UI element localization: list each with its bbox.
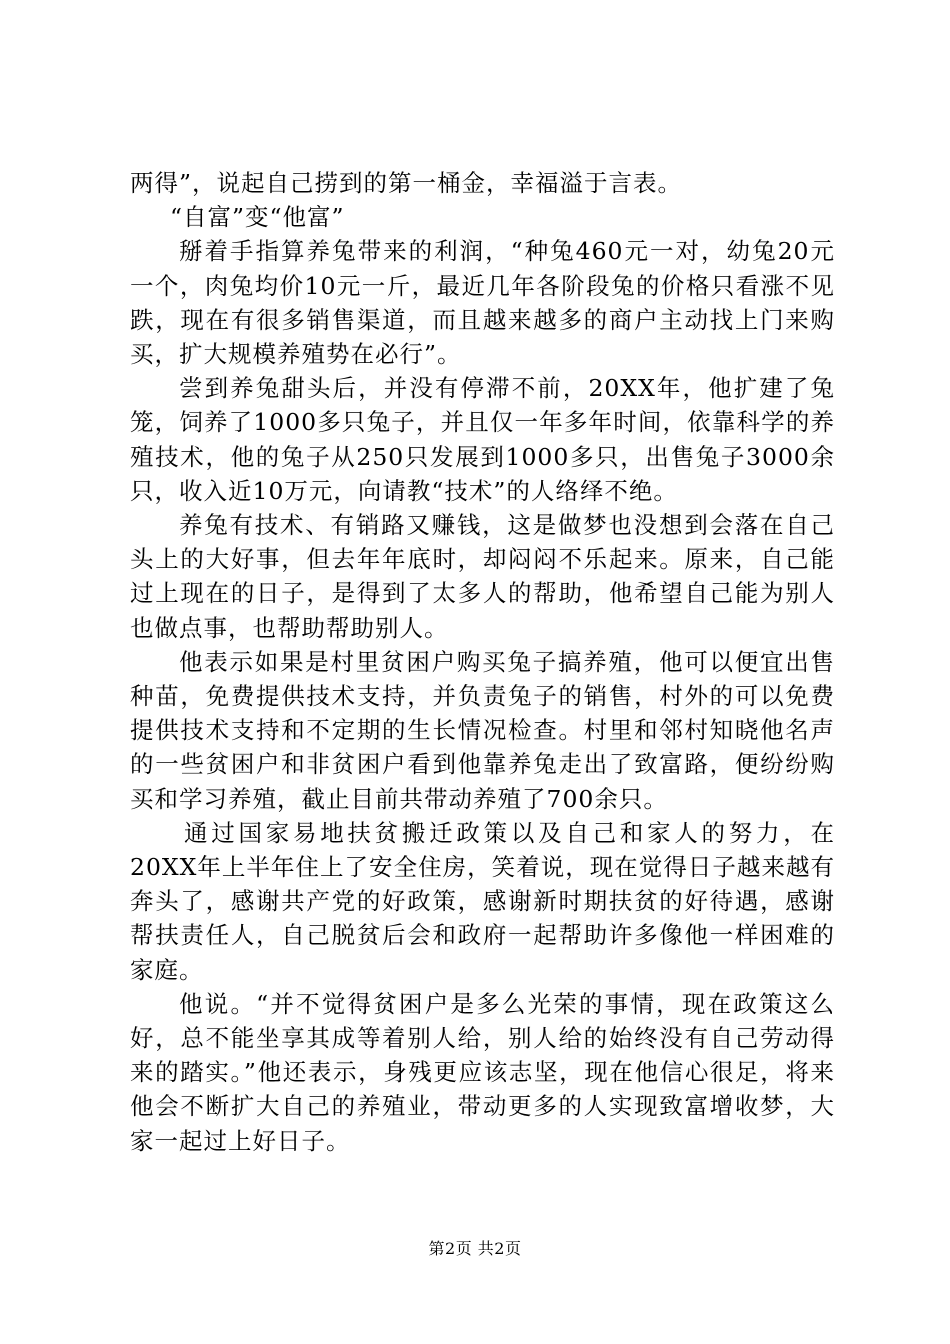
paragraph-gratitude: 养兔有技术、有销路又赚钱，这是做梦也没想到会落在自己头上的大好事，但去年年底时，却闷闷不乐起来。原来，自己能过上现在的日子，是得到了太多人的帮助，他希望自己能为别人也做点事，也帮助帮助别人。	[130, 511, 835, 642]
paragraph-relocation: 通过国家易地扶贫搬迁政策以及自己和家人的努力，在20XX年上半年住上了安全住房，笑着说，现在觉得日子越来越有奔头了，感谢共产党的好政策，感谢新时期扶贫的好待遇，感谢帮扶责任人，自己脱贫后会和政府一起帮助许多像他一样困难的家庭。	[130, 818, 835, 984]
paragraph-continuation: 两得”，说起自己捞到的第一桶金，幸福溢于言表。	[130, 169, 683, 197]
paragraph-helping-others: 他表示如果是村里贫困户购买兔子搞养殖，他可以便宜出售种苗，免费提供技术支持，并负责兔子的销售，村外的可以免费提供技术支持和不定期的生长情况检查。村里和邻村知晓他名声的一些贫困户和非贫困户看到他靠养兔走出了致富路，便纷纷购买和学习养殖，截止目前共带动养殖了700余只。	[130, 647, 835, 813]
paragraph-profit: 掰着手指算养兔带来的利润，“种兔460元一对，幼兔20元一个，肉兔均价10元一斤，最近几年各阶段兔的价格只看涨不见跌，现在有很多销售渠道，而且越来越多的商户主动找上门来购买，扩大规模养殖势在必行”。	[130, 237, 835, 369]
section-heading: “自富”变“他富”	[170, 203, 345, 232]
paragraph-expansion: 尝到养兔甜头后，并没有停滞不前，20XX年，他扩建了兔笼，饲养了1000多只兔子，并且仅一年多年时间，依靠科学的养殖技术，他的兔子从250只发展到1000多只，出售兔子3000余只，收入近10万元，向请教“技术”的人络绎不绝。	[130, 374, 835, 505]
article-body	[130, 166, 835, 1158]
paragraph-quote: 他说。“并不觉得贫困户是多么光荣的事情，现在政策这么好，总不能坐享其成等着别人给，别人给的始终没有自己劳动得来的踏实。”他还表示，身残更应该志坚，现在他信心很足，将来他会不断扩大自己的养殖业，带动更多的人实现致富增收梦，大家一起过上好日子。	[130, 989, 835, 1155]
page-number: 第2页 共2页	[428, 1239, 522, 1258]
page-footer	[0, 1239, 950, 1259]
